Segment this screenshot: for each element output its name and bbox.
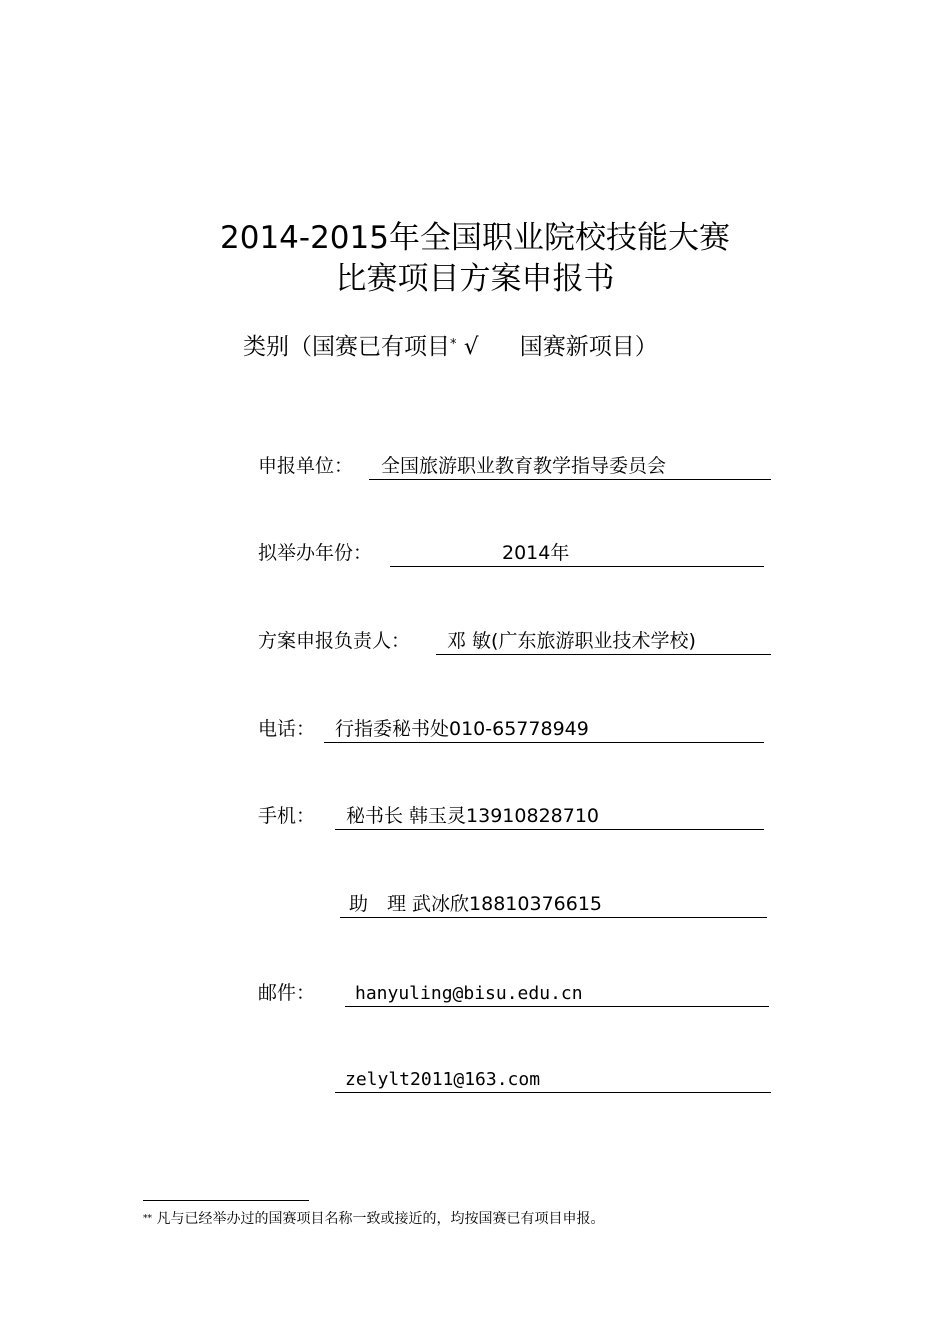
email-field-1 [345, 980, 769, 1007]
footnote-separator [143, 1200, 309, 1201]
year-value: 2014年 [502, 542, 570, 564]
check-mark: √ [463, 334, 479, 360]
unit-value: 全国旅游职业教育教学指导委员会 [381, 455, 667, 477]
email-value-1: hanyuling@bisu.edu.cn [355, 983, 583, 1004]
mobile-field-2 [340, 891, 767, 918]
document-title-line-2: 比赛项目方案申报书 [335, 261, 615, 297]
mobile-value-1: 秘书长 韩玉灵13910828710 [346, 805, 600, 827]
year-field [390, 540, 764, 567]
mobile-value-2: 助 理 武冰欣18810376615 [349, 893, 603, 915]
leader-value: 邓 敏(广东旅游职业技术学校) [447, 630, 696, 652]
unit-label: 申报单位： [258, 455, 354, 477]
category-prefix: 类别（国赛已有项目 [243, 334, 450, 360]
footnote: ** 凡与已经举办过的国赛项目名称一致或接近的，均按国赛已有项目申报。 [143, 1211, 605, 1227]
document-title-line-1: 2014-2015年全国职业院校技能大赛 [220, 220, 730, 256]
year-label: 拟举办年份： [258, 542, 373, 564]
leader-label: 方案申报负责人： [258, 630, 411, 652]
email-field-2 [335, 1066, 771, 1093]
category-suffix: 国赛新项目） [519, 334, 658, 360]
leader-field [436, 628, 771, 655]
email-label: 邮件： [258, 982, 316, 1004]
footnote-text: 凡与已经举办过的国赛项目名称一致或接近的，均按国赛已有项目申报。 [156, 1211, 605, 1227]
phone-value: 行指委秘书处010-65778949 [335, 718, 589, 740]
footnote-reference: * [450, 337, 457, 352]
mobile-label: 手机： [258, 805, 316, 827]
phone-field [324, 716, 764, 743]
footnote-marker: * [143, 1214, 148, 1224]
unit-field [369, 453, 771, 480]
mobile-field-1 [335, 803, 764, 830]
phone-label: 电话： [258, 718, 316, 740]
email-value-2: zelylt2011@163.com [345, 1069, 541, 1090]
category-line [243, 332, 658, 362]
